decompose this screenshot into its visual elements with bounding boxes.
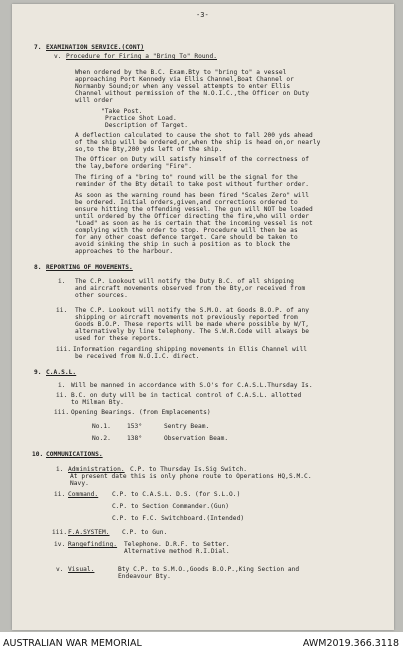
item-number: ii. <box>56 307 68 314</box>
paragraph-line: "Load" as soon as he is certain that the incoming vessel is not <box>75 220 313 227</box>
archive-name: AUSTRALIAN WAR MEMORIAL <box>3 638 142 649</box>
order-line: Practice Shot Load. <box>105 115 177 122</box>
item-line: C.P. to Thursday Is.Sig Switch. <box>130 466 248 473</box>
paragraph-line: approaches to the harbour. <box>75 248 174 255</box>
paragraph-line: ensure hitting the offending vessel. The gun will NOT be loaded <box>75 206 313 213</box>
paragraph-line: The Officer on Duty will satisfy himself of the correctness of <box>75 156 310 163</box>
paragraph-line: be ordered. Initial orders,given,and corrections ordered to <box>75 199 298 206</box>
bearing-number: No.1. <box>92 423 111 430</box>
item-line: C.P. to Section Commander.(Gun) <box>112 503 230 510</box>
item-line: shipping or aircraft movements not previously reported from <box>75 314 298 321</box>
paragraph-line: Channel without permission of the N.O.I.C.,the Officer on Duty <box>75 90 310 97</box>
archive-reference: AWM2019.366.3118 <box>302 638 399 649</box>
item-line: B.C. on duty will be in tactical control of C.A.S.L. allotted <box>71 392 302 399</box>
paragraph-line: A deflection calculated to cause the shot to fall 200 yds ahead <box>75 132 313 139</box>
administration-label: Administration. <box>68 466 125 473</box>
order-line: "Take Post. <box>101 108 143 115</box>
item-line: The C.P. Lookout will notify the S.M.O. at Goods B.O.P. of any <box>75 307 310 314</box>
item-line: C.P. to F.C. Switchboard.(Intended) <box>112 515 245 522</box>
item-line: other sources. <box>75 292 128 299</box>
item-line: The C.P. Lookout will notify the Duty B.C. of all shipping <box>75 278 294 285</box>
paragraph-line: avoid sinking the ship in such a position as to block the <box>75 241 291 248</box>
bearing-degrees: 138° <box>127 435 143 442</box>
item-line: to Milman Bty. <box>71 399 124 406</box>
item-number: iii. <box>52 529 68 536</box>
paragraph-line: for any other coast defence target. Care should be taken to <box>75 234 298 241</box>
item-line: Telephone. D.R.F. to Setter. <box>124 541 230 548</box>
item-line: C.P. to Gun. <box>122 529 168 536</box>
item-line: Bty C.P. to S.M.O.,Goods B.O.P.,King Section and <box>118 566 300 573</box>
item-line: used for these reports. <box>75 335 162 342</box>
paragraph-line: When ordered by the B.C. Exam.Bty to "bring to" a vessel <box>75 69 287 76</box>
paragraph-line: so,to the Bty,200 yds left of the ship. <box>75 146 223 153</box>
item-line: alternatively by line telephony. The S.W.R.Code will always be <box>75 328 310 335</box>
item-line: C.P. to C.A.S.L. D.S. (for S.L.O.) <box>112 491 241 498</box>
paragraph-line: Normanby Sound;or when any vessel attempts to enter Ellis <box>75 83 291 90</box>
bearing-name: Sentry Beam. <box>164 423 210 430</box>
document-page <box>12 4 394 630</box>
item-number: iv. <box>54 541 66 548</box>
item-line: be received from N.O.I.C. direct. <box>75 353 200 360</box>
bearing-degrees: 153° <box>127 423 143 430</box>
paragraph-line: complying with the order to stop. Procedure will then be as <box>75 227 298 234</box>
item-number: iii. <box>54 409 70 416</box>
fa-system-label: F.A.SYSTEM. <box>68 529 110 536</box>
paragraph-line: The firing of a "bring to" round will be the signal for the <box>75 174 298 181</box>
section-8-number: 8. <box>34 264 42 271</box>
paragraph-line: approaching Port Kennedy via Ellis Channel,Boat Channel or <box>75 76 294 83</box>
command-label: Command. <box>68 491 99 498</box>
item-number: i. <box>58 278 66 285</box>
item-number: v. <box>56 566 64 573</box>
subsection-v-title: Procedure for Firing a "Bring To" Round. <box>66 53 218 60</box>
item-line: Will be manned in accordance with S.O's for C.A.S.L.Thursday Is. <box>71 382 313 389</box>
item-number: ii. <box>56 392 68 399</box>
item-line: At present date this is only phone route to Operations HQ,S.M.C. <box>70 473 312 480</box>
section-9-number: 9. <box>34 369 42 376</box>
section-7-number: 7. <box>34 44 42 51</box>
item-number: i. <box>58 382 66 389</box>
item-number: ii. <box>54 491 66 498</box>
item-line: Navy. <box>70 480 89 487</box>
section-9-heading: C.A.S.L. <box>46 369 77 376</box>
section-7-heading: EXAMINATION SERVICE.(CONT) <box>46 44 145 51</box>
section-10-number: 10. <box>32 451 44 458</box>
order-line: Description of Target. <box>105 122 189 129</box>
paragraph-line: will order <box>75 97 113 104</box>
subsection-v-number: v. <box>54 53 62 60</box>
paragraph-line: of the ship will be ordered,or,when the ship is head on,or nearly <box>75 139 321 146</box>
item-number: i. <box>56 466 64 473</box>
paragraph-line: reminder of the Bty detail to take post without further order. <box>75 181 310 188</box>
archive-footer <box>0 632 403 653</box>
item-line: and aircraft movements observed from the Bty,or received from <box>75 285 306 292</box>
paragraph-line: the lay,before ordering "Fire". <box>75 163 193 170</box>
bearing-number: No.2. <box>92 435 111 442</box>
rangefinding-label: Rangefinding. <box>68 541 118 548</box>
section-10-heading: COMMUNICATIONS. <box>46 451 103 458</box>
item-line: Information regarding shipping movements in Ellis Channel will <box>73 346 308 353</box>
item-line: Goods B.O.P. These reports will be made where possible by W/T, <box>75 321 310 328</box>
section-8-heading: REPORTING OF MOVEMENTS. <box>46 264 133 271</box>
bearing-name: Observation Beam. <box>164 435 229 442</box>
item-number: iii. <box>56 346 72 353</box>
paragraph-line: As soon as the warning round has been fired "Scales Zero" will <box>75 192 310 199</box>
item-line: Alternative method R.I.Dial. <box>124 548 230 555</box>
page-number: -3- <box>196 11 209 19</box>
item-line: Opening Bearings. (from Emplacements) <box>71 409 211 416</box>
paragraph-line: until ordered by the Officer directing the fire,who will order <box>75 213 310 220</box>
item-line: Endeavour Bty. <box>118 573 171 580</box>
visual-label: Visual. <box>68 566 95 573</box>
